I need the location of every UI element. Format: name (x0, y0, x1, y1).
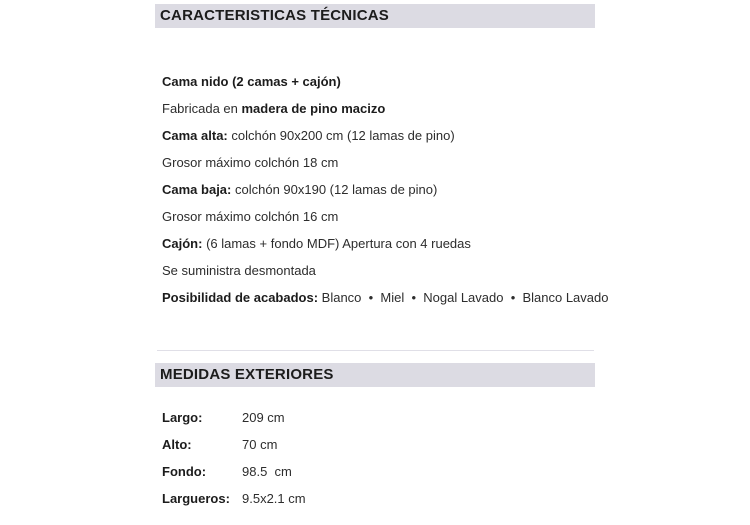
spec-line-text: Fabricada en (162, 101, 242, 116)
spec-line (162, 68, 598, 95)
spec-line-text: Blanco • Miel • Nogal Lavado • Blanco Lavado (318, 290, 609, 305)
measurement-value: 98.5 cm (242, 464, 292, 479)
spec-line (162, 176, 598, 203)
spec-line-bold: Cama alta: (162, 128, 228, 143)
section-header-medidas-exteriores (155, 363, 595, 387)
spec-line-text: Grosor máximo colchón 16 cm (162, 209, 339, 224)
measurement-value: 9.5x2.1 cm (242, 491, 306, 506)
section-title: CARACTERISTICAS TÉCNICAS (160, 7, 389, 24)
spec-line-bold: Cama nido (2 camas + cajón) (162, 74, 341, 89)
measurements-list (162, 404, 598, 512)
spec-line-bold: Posibilidad de acabados: (162, 290, 319, 305)
spec-line-bold: madera de pino macizo (241, 101, 386, 116)
spec-line-acabados (162, 284, 609, 311)
section-header-caracteristicas-tecnicas (155, 4, 595, 28)
section-divider (157, 350, 594, 351)
measurement-row (162, 458, 598, 485)
measurement-label: Fondo: (162, 464, 207, 479)
spec-line-text: Se suministra desmontada (162, 263, 316, 278)
spec-line-text: colchón 90x200 cm (12 lamas de pino) (227, 128, 455, 143)
spec-line-text: Grosor máximo colchón 18 cm (162, 155, 339, 170)
spec-line (162, 203, 598, 230)
measurement-value: 209 cm (242, 410, 285, 425)
measurement-value: 70 cm (242, 437, 278, 452)
spec-line (162, 230, 598, 257)
spec-line (162, 122, 598, 149)
measurement-label: Largo: (162, 410, 203, 425)
spec-line-text: colchón 90x190 (12 lamas de pino) (231, 182, 438, 197)
measurement-row (162, 485, 598, 512)
spec-line-text: (6 lamas + fondo MDF) Apertura con 4 ruedas (202, 236, 471, 251)
measurement-row (162, 404, 598, 431)
spec-lines (162, 68, 609, 311)
spec-line (162, 257, 598, 284)
measurement-label: Largueros: (162, 491, 230, 506)
spec-line-bold: Cajón: (162, 236, 203, 251)
spec-line (162, 149, 598, 176)
spec-line (162, 95, 598, 122)
measurement-label: Alto: (162, 437, 192, 452)
spec-line-bold: Cama baja: (162, 182, 232, 197)
measurement-row (162, 431, 598, 458)
section-title: MEDIDAS EXTERIORES (160, 366, 334, 383)
